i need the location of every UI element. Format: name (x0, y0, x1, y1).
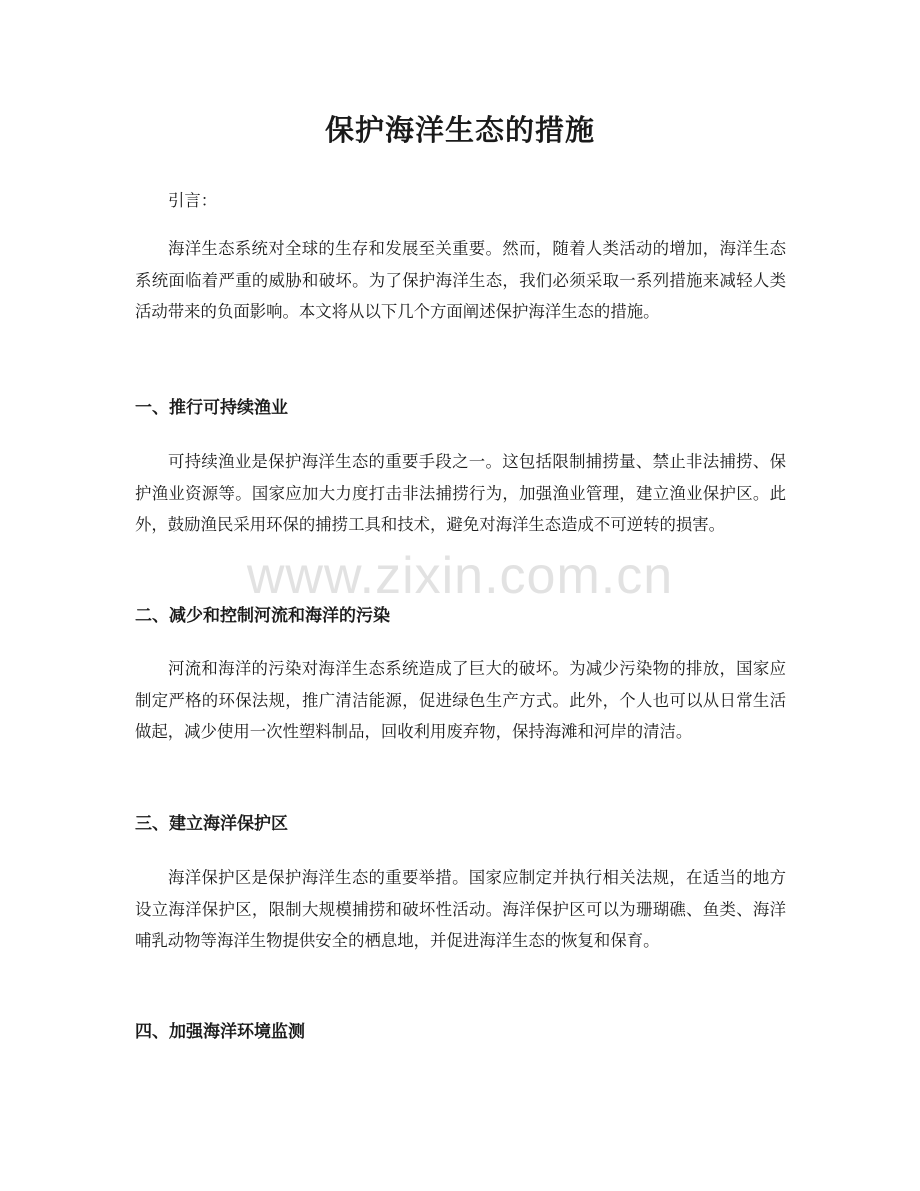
section-heading-1: 一、推行可持续渔业 (135, 398, 288, 418)
site-watermark: www.zixin.com.cn (246, 547, 674, 605)
section-heading-3: 三、建立海洋保护区 (135, 814, 288, 834)
section-body-2: 河流和海洋的污染对海洋生态系统造成了巨大的破坏。为减少污染物的排放，国家应制定严格的环保法规，推广清洁能源，促进绿色生产方式。此外，个人也可以从日常生活做起，减少使用一次性塑料制品，回收利用废弃物，保持海滩和河岸的清洁。 (135, 659, 786, 741)
section-heading-4: 四、加强海洋环境监测 (135, 1022, 305, 1042)
section-body-3: 海洋保护区是保护海洋生态的重要举措。国家应制定并执行相关法规，在适当的地方设立海洋保护区，限制大规模捕捞和破坏性活动。海洋保护区可以为珊瑚礁、鱼类、海洋哺乳动物等海洋生物提供安全的栖息地，并促进海洋生态的恢复和保育。 (135, 868, 786, 950)
intro-paragraph: 海洋生态系统对全球的生存和发展至关重要。然而，随着人类活动的增加，海洋生态系统面临着严重的威胁和破坏。为了保护海洋生态，我们必须采取一系列措施来减轻人类活动带来的负面影响。本文将从以下几个方面阐述保护海洋生态的措施。 (135, 239, 786, 321)
section-heading-2: 二、减少和控制河流和海洋的污染 (135, 606, 390, 626)
section-body-1: 可持续渔业是保护海洋生态的重要手段之一。这包括限制捕捞量、禁止非法捕捞、保护渔业资源等。国家应加大力度打击非法捕捞行为，加强渔业管理，建立渔业保护区。此外，鼓励渔民采用环保的捕捞工具和技术，避免对海洋生态造成不可逆转的损害。 (135, 452, 786, 534)
document-title: 保护海洋生态的措施 (324, 113, 595, 147)
intro-label: 引言： (168, 191, 218, 210)
